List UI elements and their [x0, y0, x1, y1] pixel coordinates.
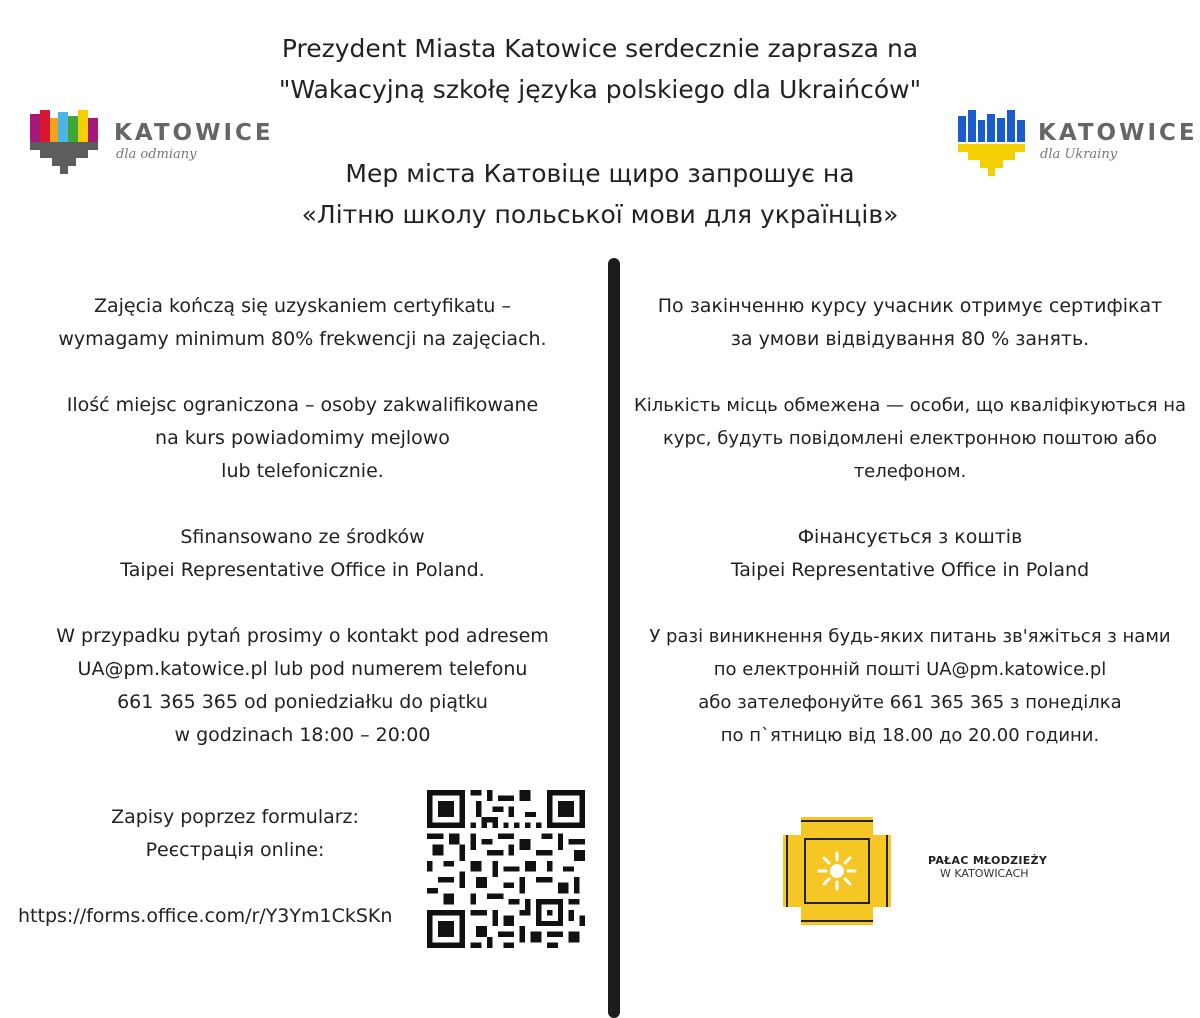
text-line: У разі виникнення будь-яких питань зв'яжіться з нами	[649, 626, 1171, 647]
text-line: Zajęcia kończą się uzyskaniem certyfikatu –	[93, 295, 512, 317]
invitation-ukrainian	[200, 153, 1000, 235]
registration-label-ua: Реєстрація online:	[145, 839, 325, 861]
katowice-logo-mark-icon	[30, 110, 100, 180]
text-line: UA@pm.katowice.pl lub pod numerem telefonu	[77, 658, 528, 680]
text-line: курс, будуть повідомлені електронною поштою або	[662, 428, 1158, 449]
katowice-ukraine-logo-mark-icon	[958, 110, 1026, 180]
katowice-logo-left-tagline: dla odmiany	[116, 147, 197, 162]
paragraph-contact-ua	[625, 620, 1195, 752]
palac-mlodziezy-text	[928, 854, 1047, 880]
invitation-polish-line2: "Wakacyjną szkołę języka polskiego dla Ukraińców"	[278, 75, 922, 104]
palac-name: PAŁAC MŁODZIEŻY	[928, 854, 1048, 867]
paragraph-funding-ua	[625, 521, 1195, 587]
paragraph-certificate-pl	[30, 290, 575, 356]
katowice-logo-right-name: KATOWICE	[1038, 120, 1198, 146]
text-line: lub telefonicznie.	[221, 460, 384, 482]
registration-label-pl: Zapisy poprzez formularz:	[111, 806, 359, 828]
text-line: Sfinansowano ze środków	[180, 526, 425, 548]
katowice-logo-right-tagline: dla Ukrainy	[1040, 147, 1118, 162]
katowice-logo-left-name: KATOWICE	[114, 120, 274, 146]
paragraph-funding-pl	[30, 521, 575, 587]
text-line: По закінченню курсу учасник отримує сертифікат	[657, 295, 1163, 317]
paragraph-certificate-ua	[625, 290, 1195, 356]
text-line: по п`ятницю від 18.00 до 20.00 години.	[720, 725, 1100, 746]
text-line: W przypadku pytań prosimy o kontakt pod adresem	[56, 625, 549, 647]
right-column-ukrainian	[625, 290, 1195, 785]
text-line: 661 365 365 od poniedziałku do piątku	[117, 691, 488, 713]
palac-subname: W KATOWICACH	[940, 867, 1029, 880]
text-line: na kurs powiadomimy mejlowo	[155, 427, 450, 449]
katowice-logo-right	[958, 110, 1198, 180]
invitation-polish-line1: Prezydent Miasta Katowice serdecznie zaprasza na	[281, 34, 919, 63]
registration-block	[60, 801, 410, 867]
palac-mlodziezy-logo-icon	[783, 817, 891, 925]
text-line: Кількість місць обмежена — особи, що кваліфікуються на	[633, 395, 1187, 416]
text-line: телефоном.	[853, 461, 967, 482]
text-line: Taipei Representative Office in Poland.	[120, 559, 485, 581]
text-line: Фінансується з коштів	[797, 526, 1023, 548]
paragraph-places-ua	[625, 389, 1195, 488]
invitation-polish	[200, 28, 1000, 110]
qr-code-icon[interactable]	[427, 790, 585, 948]
text-line: Ilość miejsc ograniczona – osoby zakwalifikowane	[66, 394, 539, 416]
paragraph-places-pl	[30, 389, 575, 488]
center-divider	[608, 258, 620, 1018]
text-line: по електронній пошті UA@pm.katowice.pl	[713, 659, 1107, 680]
invitation-ukrainian-line1: Мер міста Катовіце щиро запрошує на	[345, 159, 855, 188]
text-line: Taipei Representative Office in Poland	[730, 559, 1090, 581]
text-line: wymagamy minimum 80% frekwencji na zajęciach.	[58, 328, 547, 350]
katowice-logo-left	[30, 110, 274, 180]
invitation-ukrainian-line2: «Літню школу польської мови для українців»	[301, 200, 899, 229]
text-line: за умови відвідування 80 % занять.	[730, 328, 1090, 350]
registration-url-link[interactable]: https://forms.office.com/r/Y3Ym1CkSKn	[18, 905, 393, 927]
paragraph-contact-pl	[30, 620, 575, 752]
text-line: w godzinach 18:00 – 20:00	[174, 724, 431, 746]
left-column-polish	[30, 290, 575, 785]
text-line: або зателефонуйте 661 365 365 з понеділка	[698, 692, 1122, 713]
